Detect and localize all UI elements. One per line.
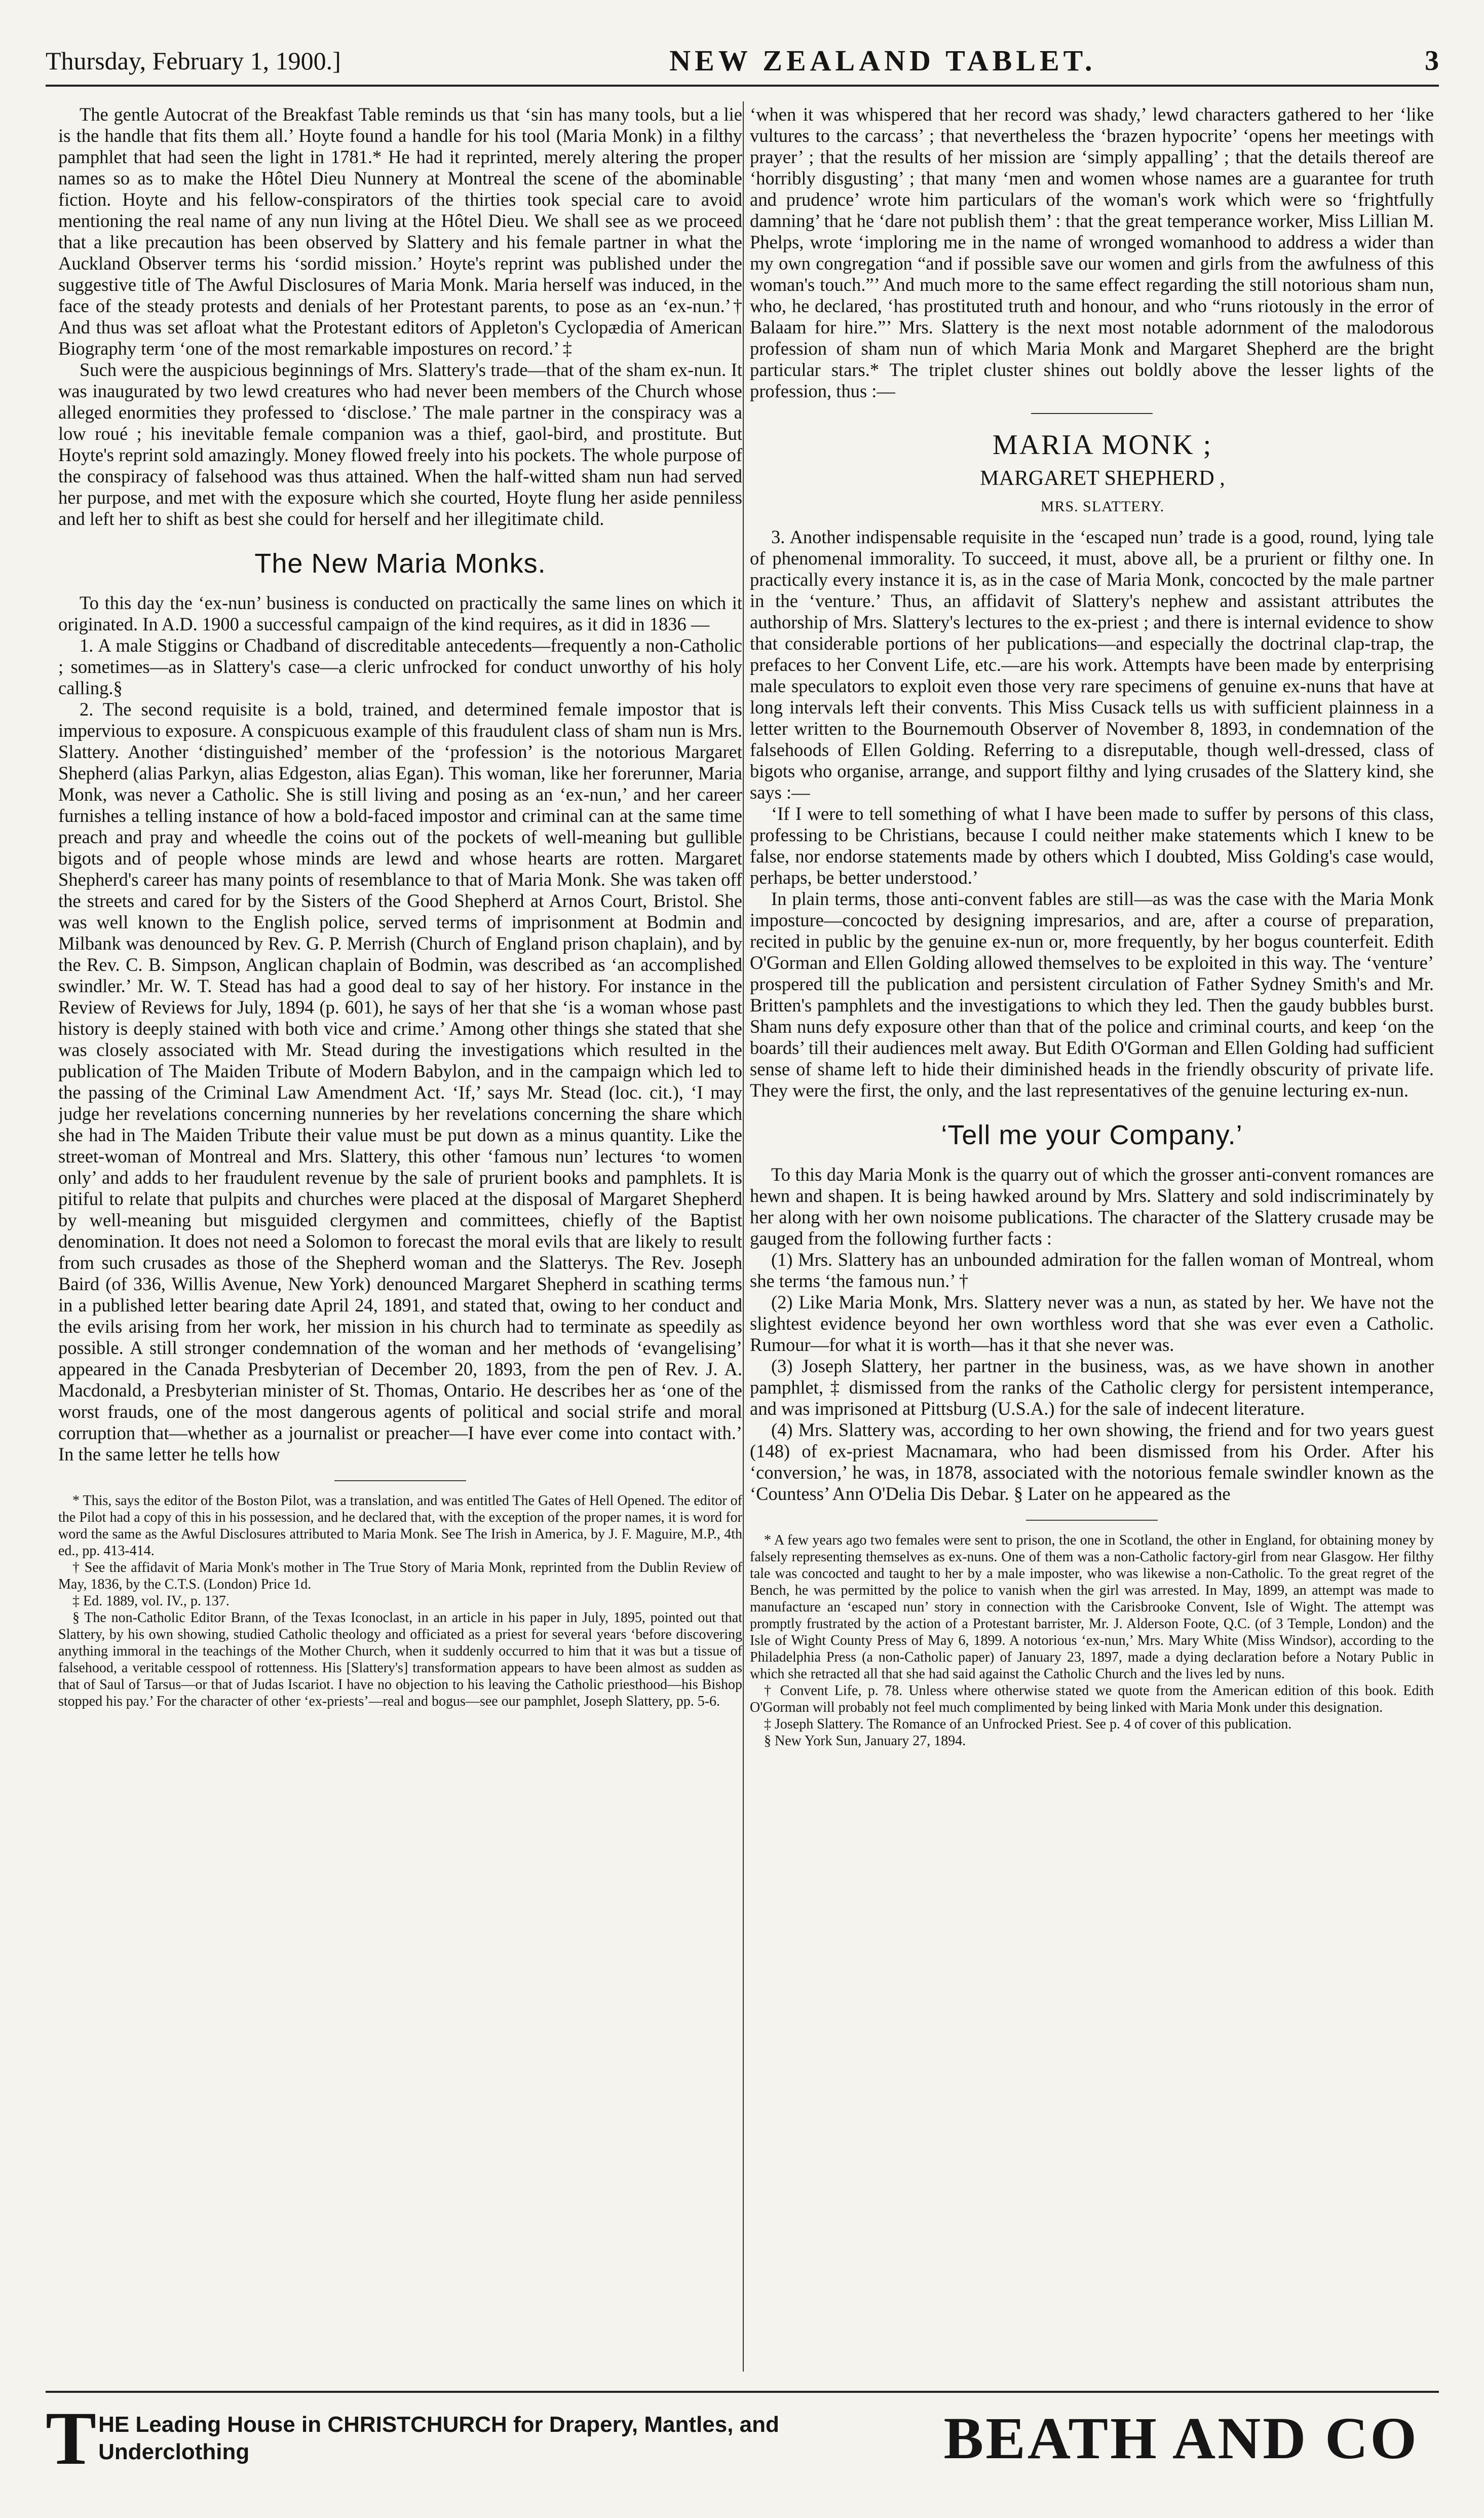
drop-cap: T	[46, 2396, 97, 2481]
article-paragraph: 2. The second requisite is a bold, trained, and determined female impostor that is impervious to exposure. A conspicuous example of this fraudulent class of sham nun is Mrs. Slattery. Another ‘distinguished’ member of the ‘profession’ is the notorious Margaret Shepherd (alias Parkyn, alias Edgeston, alias Egan). This woman, like her forerunner, Maria Monk, was never a Catholic. She is still living and posing as an ‘ex-nun,’ and her career furnishes a telling instance of how a bold-faced impostor and criminal can at the same time preach and pray and wheedle the coins out of the pockets of well-meaning but gullible bigots and of people whose minds are lewd and whose hearts are rotten. Margaret Shepherd's career has many points of resemblance to that of Maria Monk. She was taken off the streets and cared for by the Sisters of the Good Shepherd at Arnos Court, Bristol. She was well known to the English police, served terms of imprisonment at Bodmin and Milbank was denounced by Rev. G. P. Merrish (Church of England prison chaplain), and by the Rev. C. B. Simpson, Anglican chaplain of Bodmin, was described as ‘an accomplished swindler.’ Mr. W. T. Stead has had a good deal to say of her history. For instance in the Review of Reviews for July, 1894 (p. 601), he says of her that she ‘is a woman whose past history is deeply stained with both vice and crime.’ Among other things she stated that she was closely associated with Mr. Stead during the investigations which resulted in the publication of The Maiden Tribute of Modern Babylon, and in the campaign which led to the passing of the Criminal Law Amendment Act. ‘If,’ says Mr. Stead (loc. cit.), ‘I may judge her revelations concerning nunneries by her revelations concerning the share which she had in The Maiden Tribute their value must be put down as a minus quantity. Like the street-woman of Montreal and Mrs. Slattery, this other ‘famous nun’ lectures ‘to women only’ and adds to her fraudulent revenue by the sale of prurient books and pamphlets. It is pitiful to relate that pulpits and churches were placed at the disposal of Margaret Shepherd by well-meaning but misguided clergymen and committees, chiefly of the Baptist denomination. It does not need a Solomon to forecast the moral evils that are likely to result from such crusades as those of the Shepherd woman and the Slatterys. The Rev. Joseph Baird (of 336, Willis Avenue, New York) denounced Margaret Shepherd in scathing terms in a published letter bearing date April 24, 1891, and stated that, owing to her conduct and the evils arising from her work, her mission in his church had to terminate as speedily as possible. A still stronger condemnation of the woman and her methods of ‘evangelising’ appeared in the Canada Presbyterian of December 20, 1893, from the pen of Rev. J. A. Macdonald, a Presbyterian minister of St. Thomas, Ontario. He describes her as ‘one of the worst frauds, one of the most dangerous agents of political and social strife and moral corruption that—whether as a journalist or preacher—I have ever come into contact with.’ In the same letter he tells how	[58, 699, 742, 1464]
footnotes	[750, 1532, 1434, 1749]
advert-text	[46, 2396, 907, 2481]
article-paragraph: (2) Like Maria Monk, Mrs. Slattery never was a nun, as stated by her. We have not the slightest evidence beyond her own worthless word that she was ever even a Catholic. Rumour—for what it is worth—has it that she never was.	[750, 1292, 1434, 1355]
article-paragraph: 1. A male Stiggins or Chadband of discreditable antecedents—frequently a non-Catholic ; sometimes—as in Slattery's case—a cleric unfrocked for conduct unworthy of his holy calling.§	[58, 635, 742, 698]
advertisement-banner	[46, 2391, 1439, 2484]
article-paragraph: To this day Maria Monk is the quarry out of which the grosser anti-convent romances are hewn and shapen. It is being hawked around by Mrs. Slattery and sold indiscriminately by her along with her own noisome publications. The character of the Slattery crusade may be gauged from the following further facts :	[750, 1164, 1434, 1249]
footnote: † See the affidavit of Maria Monk's mother in The True Story of Maria Monk, reprinted from the Dublin Review of May, 1836, by the C.T.S. (London) Price 1d.	[58, 1560, 742, 1592]
footnote-divider	[1026, 1520, 1158, 1521]
footnote: § New York Sun, January 27, 1894.	[764, 1733, 966, 1749]
article-paragraph: (3) Joseph Slattery, her partner in the business, was, as we have shown in another pamphlet, ‡ dismissed from the ranks of the Catholic clergy for persistent intemperance, and was imprisoned at Pittsburg (U.S.A.) for the sale of indecent literature.	[750, 1356, 1434, 1419]
left-column	[58, 104, 742, 2369]
advert-line: HE Leading House in CHRISTCHURCH for Drapery, Mantles, and	[98, 2412, 779, 2437]
column-divider	[743, 101, 744, 2372]
right-column	[750, 104, 1434, 2369]
newspaper-title: NEW ZEALAND TABLET.	[669, 44, 1096, 77]
footnote: § The non-Catholic Editor Brann, of the Texas Iconoclast, in an article in his paper in July, 1895, pointed out that Slattery, by his own showing, studied Catholic theology and officiated as a priest for several years ‘before discovering anything immoral in the teachings of the Mother Church, when it suddenly occurred to him that it was but a tissue of falsehood, a veritable cesspool of rottenness. His [Slattery's] transformation appears to have been almost as sudden as that of Saul of Tarsus—or that of Judas Iscariot. I have no objection to his leaving the Catholic priesthood—his Bishop stopped his pay.’ For the character of other ‘ex-priests’—real and bogus—see our pamphlet, Joseph Slattery, pp. 5-6.	[58, 1610, 742, 1709]
footnotes	[58, 1492, 742, 1710]
page-number: 3	[1425, 45, 1439, 77]
footnote-divider	[334, 1480, 466, 1481]
footnote: * A few years ago two females were sent to prison, the one in Scotland, the other in England, for obtaining money by falsely representing themselves as ex-nuns. One of them was a non-Catholic factory-girl from near Glasgow. Her filthy tale was concocted and taught to her by a male imposter, who was likewise a non-Catholic. To the great regret of the Bench, he was permitted by the police to vanish when the girl was arrested. In May, 1899, an attempt was made to manufacture an ‘escaped nun’ story in connection with the Carisbrooke Convent, Isle of Wight. The attempt was promptly frustrated by the action of a Protestant barrister, Mr. J. Alderson Foote, Q.C. (of 3 Temple, London) and the Isle of Wight County Press of May 6, 1899. A notorious ‘ex-nun,’ Mrs. Mary White (Miss Windsor), according to the Philadelphia Press (a non-Catholic paper) of January 23, 1897, made a dying declaration before a Notary Public in which she retracted all that she had said against the Catholic Church and the lives led by nuns.	[750, 1532, 1434, 1682]
article-paragraph: In plain terms, those anti-convent fables are still—as was the case with the Maria Monk imposture—concocted by designing impresarios, and are, after a course of preparation, recited in public by the genuine ex-nun or, more frequently, by her bogus counterfeit. Edith O'Gorman and Ellen Golding allowed themselves to be exploited in this way. The ‘venture’ prospered till the publication and persistent circulation of Father Sydney Smith's and Mr. Britten's pamphlets and the investigations to which they led. Then the gaudy bubbles burst. Sham nuns defy exposure other than that of the police and criminal courts, and keep ‘on the boards’ till their audiences melt away. But Edith O'Gorman and Ellen Golding had sufficient sense of shame left to hide their diminished heads in the friendly obscurity of private life. They were the first, the only, and the last representatives of the genuine lecturing ex-nun.	[750, 888, 1434, 1101]
article-paragraph: The gentle Autocrat of the Breakfast Table reminds us that ‘sin has many tools, but a lie is the handle that fits them all.’ Hoyte found a handle for his tool (Maria Monk) in a filthy pamphlet that had seen the light in 1781.* He had it reprinted, merely altering the proper names so as to make the Hôtel Dieu Nunnery at Montreal the scene of the abominable fiction. Hoyte and his fellow-conspirators of the thirties took special care to avoid mentioning the real name of any nun living at the Hôtel Dieu. We shall see as we proceed that a like precaution has been observed by Slattery and his female partner in what the Auckland Observer terms his ‘sordid mission.’ Hoyte's reprint was published under the suggestive title of The Awful Disclosures of Maria Monk. Maria herself was induced, in the face of the steady protests and denials of her Protestant parents, to pose as an ‘ex-nun.’† And thus was set afloat what the Protestant editors of Appleton's Cyclopædia of American Biography term ‘one of the most remarkable impostures on record.’ ‡	[58, 104, 742, 359]
advert-brand: BEATH AND CO	[943, 2405, 1419, 2471]
footnote: † Convent Life, p. 78. Unless where otherwise stated we quote from the American edition of this book. Edith O'Gorman will probably not feel much complimented by being linked with Maria Monk under this designation.	[750, 1683, 1434, 1715]
triplet-margaret-shepherd: MARGARET SHEPHERD ,	[980, 467, 1225, 490]
quoted-paragraph: ‘If I were to tell something of what I have been made to suffer by persons of this class, professing to be Christians, because I could neither make statements which I knew to be false, nor endorse statements made by others which I doubted, Miss Golding's case would, perhaps, be better understood.’	[750, 803, 1434, 888]
article-paragraph: (4) Mrs. Slattery was, according to her own showing, the friend and for two years guest (148) of ex-priest Macnamara, who had been dismissed from his Order. After his ‘conversion,’ he was, in 1878, associated with the notorious female swindler known as the ‘Countess’ Ann O'Delia Dis Debar. § Later on he appeared as the	[750, 1419, 1434, 1504]
article-paragraph: To this day the ‘ex-nun’ business is conducted on practically the same lines on which it originated. In A.D. 1900 a successful campaign of the kind requires, as it did in 1836 —	[58, 592, 742, 634]
issue-date: Thursday, February 1, 1900.]	[46, 46, 341, 75]
footnote: ‡ Joseph Slattery. The Romance of an Unfrocked Priest. See p. 4 of cover of this publication.	[764, 1716, 1292, 1732]
article-paragraph: 3. Another indispensable requisite in the ‘escaped nun’ trade is a good, round, lying tale of phenomenal immorality. To succeed, it must, above all, be a prurient or filthy one. In practically every instance it is, as in the case of Maria Monk, concocted by the male partner in the ‘venture.’ Thus, an affidavit of Slattery's nephew and assistant attributes the authorship of Mrs. Slattery's lectures to the ex-priest ; and there is internal evidence to show that considerable portions of her publications—and especially the doctrinal clap-trap, the prefaces to her Convent Life, etc.—are his work. Attempts have been made by enterprising male speculators to exploit even those very rare specimens of genuine ex-nuns that have at long intervals left their convents. This Miss Cusack tells us with sufficient plainness in a letter written to the Bournemouth Observer of November 8, 1893, in condemnation of the falsehoods of Ellen Golding. Referring to a disreputable, though well-dressed, class of bigots who organise, arrange, and support filthy and lying crusades of the Slattery kind, she says :—	[750, 527, 1434, 803]
advert-line: Underclothing	[98, 2439, 250, 2464]
masthead	[46, 36, 1439, 87]
section-heading-tell-me-your-company: ‘Tell me your Company.’	[941, 1120, 1243, 1150]
footnote: ‡ Ed. 1889, vol. IV., p. 137.	[72, 1593, 230, 1609]
article-paragraph: ‘when it was whispered that her record was shady,’ lewd characters gathered to her ‘like vultures to the carcass’ ; that nevertheless the ‘brazen hypocrite’ ‘opens her meetings with prayer’ ; that the results of her mission are ‘simply appalling’ ; that the details thereof are ‘horribly disgusting’ ; that many ‘men and women whose names are a guarantee for truth and prudence’ wrote him particulars of the woman's work which were so ‘frightfully damning’ that he ‘dare not publish them’ : that the great temperance worker, Miss Lillian M. Phelps, wrote ‘imploring me in the name of wronged womanhood to address a wider than my own congregation “and if possible save our women and girls from the awfulness of this woman's touch.”’ And much more to the same effect regarding the still notorious sham nun, who, he declared, ‘has prostituted truth and honour, and who “runs riotously in the error of Balaam for hire.”’ Mrs. Slattery is the next most notable adornment of the malodorous profession of sham nun of which Maria Monk and Margaret Shepherd are the bright particular stars.* The triplet cluster shines out boldly above the lesser lights of the profession, thus :—	[750, 104, 1434, 401]
triplet-mrs-slattery: MRS. SLATTERY.	[1040, 498, 1165, 515]
article-paragraph: (1) Mrs. Slattery has an unbounded admiration for the fallen woman of Montreal, whom she terms ‘the famous nun.’ †	[750, 1249, 1434, 1291]
article-paragraph: Such were the auspicious beginnings of Mrs. Slattery's trade—that of the sham ex-nun. It was inaugurated by two lewd creatures who had never been members of the Church whose alleged enormities they professed to ‘disclose.’ The male partner in the conspiracy was a low roué ; his inevitable female companion was a thief, gaol-bird, and prostitute. But Hoyte's reprint sold amazingly. Money flowed freely into his pockets. The whole purpose of the conspiracy of falsehood was thus attained. When the half-witted sham nun had served her purpose, and met with the exposure which she courted, Hoyte flung her aside penniless and left her to shift as best she could for herself and her illegitimate child.	[58, 359, 742, 529]
rule	[1031, 413, 1153, 414]
footnote: * This, says the editor of the Boston Pilot, was a translation, and was entitled The Gates of Hell Opened. The editor of the Pilot had a copy of this in his possession, and he declared that, with the exception of the proper names, it is word for word the same as the Awful Disclosures attributed to Maria Monk. See The Irish in America, by J. F. Maguire, M.P., 4th ed., pp. 413-414.	[58, 1493, 742, 1559]
section-heading-new-maria-monks: The New Maria Monks.	[254, 548, 546, 579]
triplet-maria-monk: MARIA MONK ;	[992, 429, 1213, 461]
